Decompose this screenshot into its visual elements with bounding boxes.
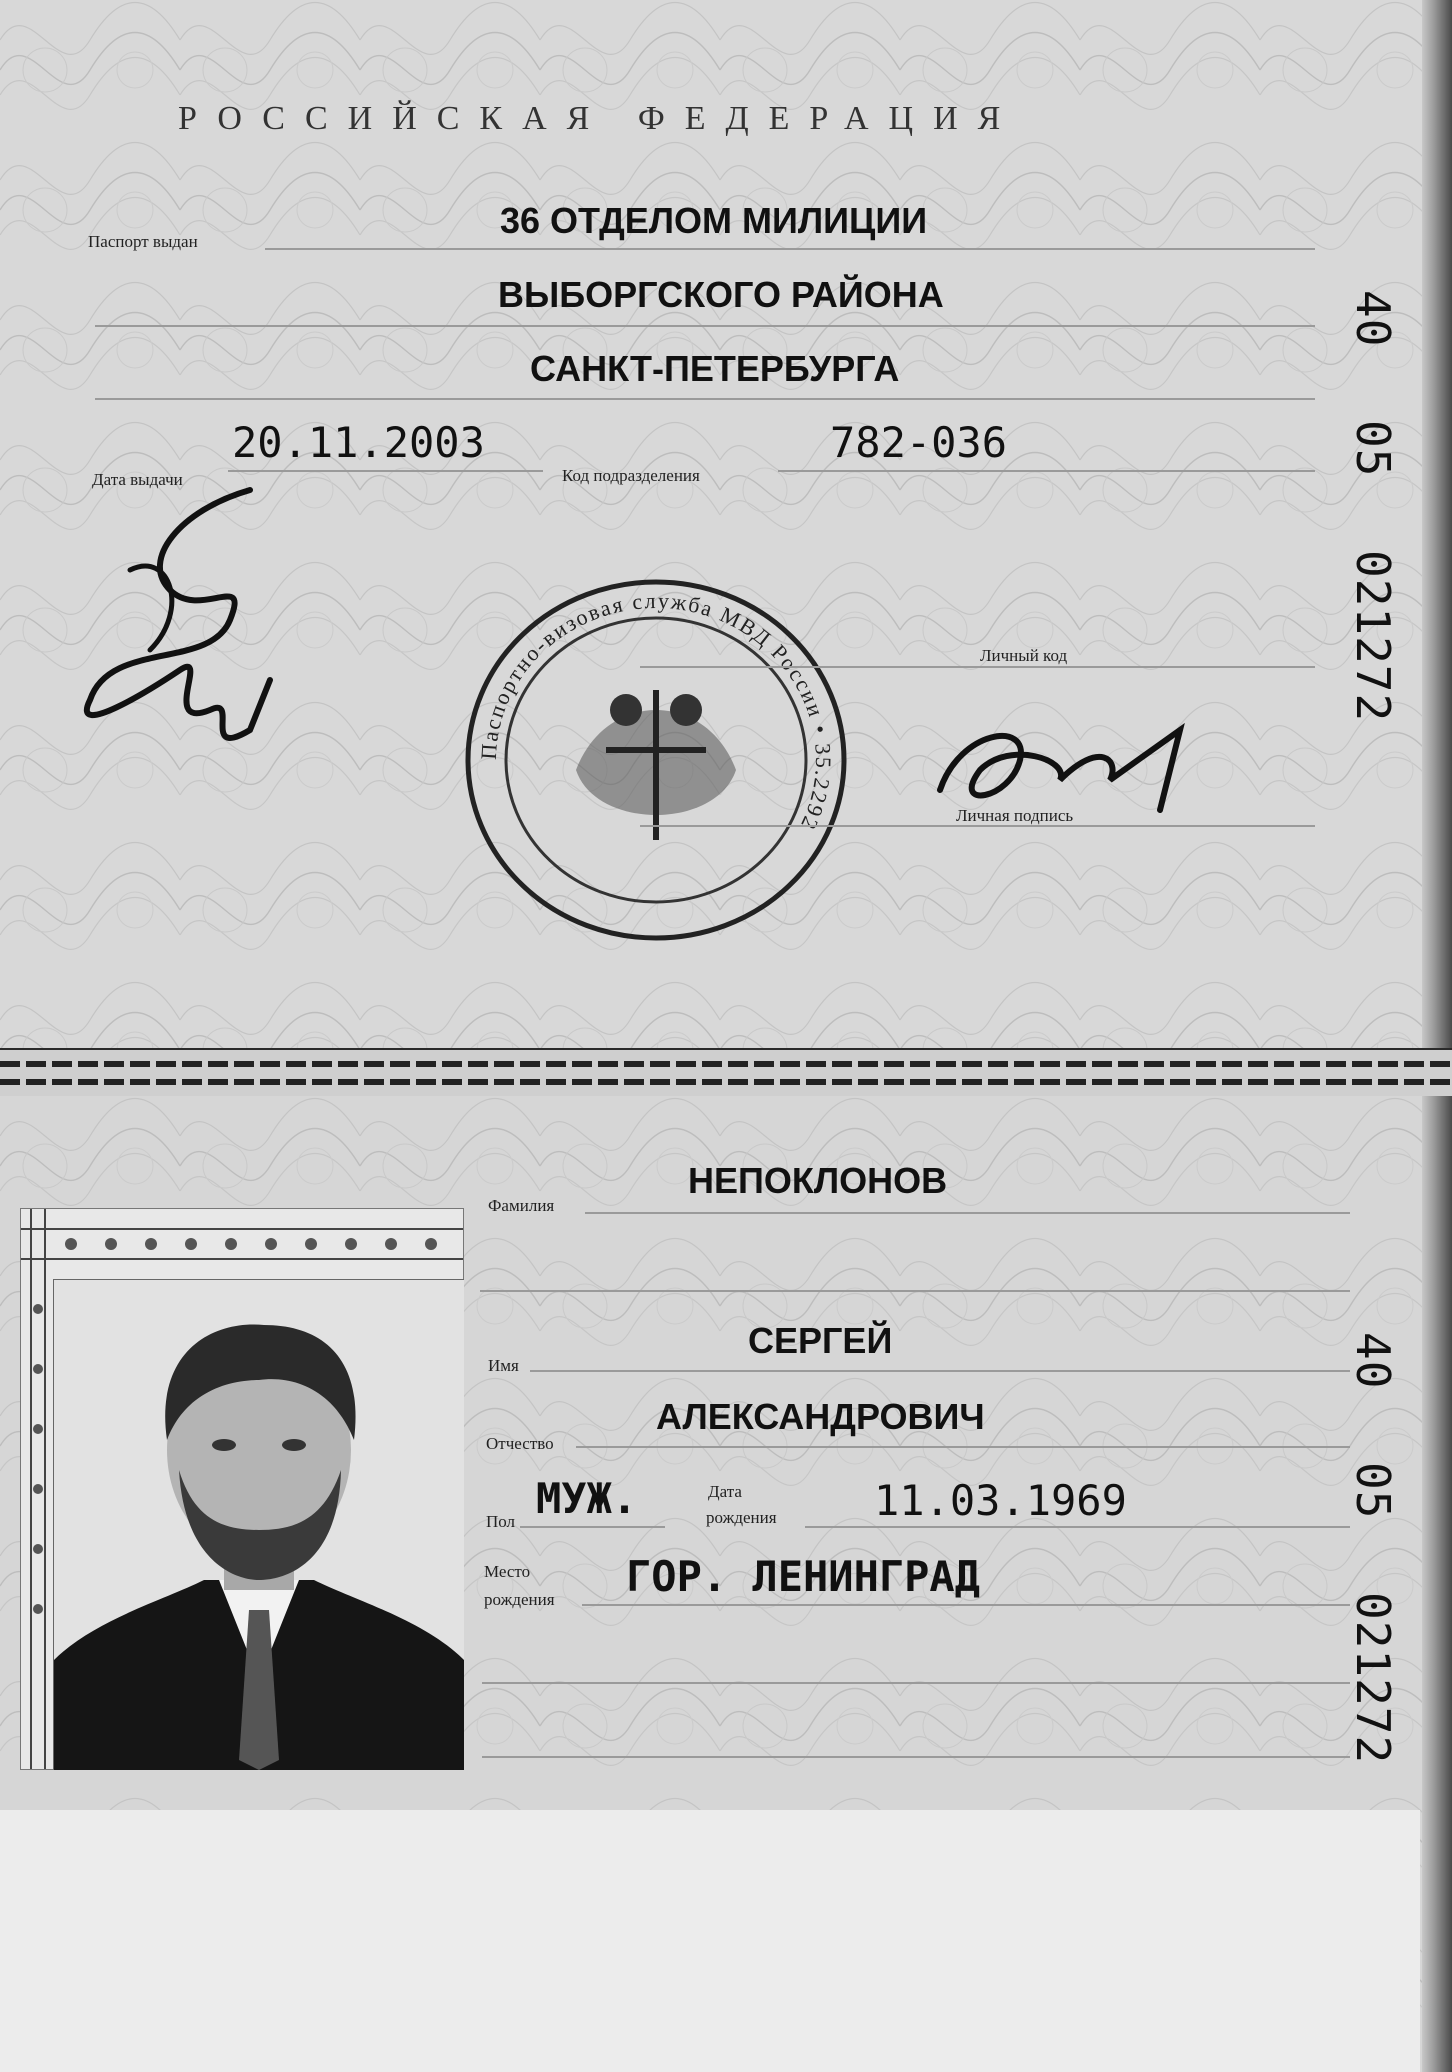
serial-region-top: 40: [1346, 290, 1400, 348]
serial-number-top: 021272: [1346, 550, 1400, 723]
division-code-rule: [778, 470, 1315, 472]
serial-number-bottom: 021272: [1346, 1592, 1400, 1765]
serial-year-top: 05: [1346, 420, 1400, 478]
sex-rule: [520, 1526, 665, 1528]
serial-region-bottom: 40: [1346, 1332, 1400, 1390]
birth-place-rule-2: [482, 1682, 1350, 1684]
issued-by-label: Паспорт выдан: [88, 232, 198, 251]
name-rule: [530, 1370, 1350, 1372]
issued-by-rule-2: [95, 325, 1315, 327]
birth-place-rule-3: [482, 1756, 1350, 1758]
birth-date-label-1: Дата: [708, 1482, 742, 1501]
birth-place-label-2: рождения: [484, 1590, 555, 1609]
personal-code-rule: [640, 666, 1315, 668]
issued-by-rule-3: [95, 398, 1315, 400]
surname-rule-2: [480, 1290, 1350, 1292]
surname-rule: [585, 1212, 1350, 1214]
division-code-value: 782-036: [830, 418, 1008, 467]
issued-by-line-3: САНКТ-ПЕТЕРБУРГА: [530, 348, 900, 389]
page-edge-shadow: [1422, 1096, 1452, 2072]
issued-by-line-1: 36 ОТДЕЛОМ МИЛИЦИИ: [500, 200, 928, 241]
birth-place-rule: [582, 1604, 1350, 1606]
birth-date-rule: [805, 1526, 1350, 1528]
patronymic-label: Отчество: [486, 1434, 554, 1453]
surname-value: НЕПОКЛОНОВ: [688, 1160, 948, 1201]
issue-date-value: 20.11.2003: [232, 418, 485, 467]
surname-label: Фамилия: [488, 1196, 555, 1215]
name-value: СЕРГЕЙ: [748, 1320, 893, 1361]
issue-date-label: Дата выдачи: [92, 470, 183, 489]
country-header: РОССИЙСКАЯ ФЕДЕРАЦИЯ: [178, 100, 1021, 137]
birth-place-label-1: Место: [484, 1562, 531, 1581]
official-signature-icon: [30, 470, 330, 770]
spine-stitching: [0, 1050, 1452, 1096]
birth-date-label-2: рождения: [706, 1508, 777, 1527]
patronymic-rule: [576, 1446, 1350, 1448]
portrait-icon: [54, 1280, 464, 1770]
sex-label: Пол: [486, 1512, 516, 1531]
personal-code-label: Личный код: [980, 646, 1068, 665]
blank-lower-strip: [0, 1810, 1420, 2072]
holder-photo-frame: [20, 1208, 464, 1770]
page-edge-shadow: [1422, 0, 1452, 1048]
serial-year-bottom: 05: [1346, 1462, 1400, 1520]
issued-by-line-2: ВЫБОРГСКОГО РАЙОНА: [498, 274, 944, 315]
holder-photo: [53, 1279, 464, 1770]
birth-place-value: ГОР. ЛЕНИНГРАД: [626, 1552, 981, 1601]
stamp-text: Паспортно-визовая служба МВД России • 35.2292: [475, 587, 837, 836]
name-label: Имя: [488, 1356, 519, 1375]
division-code-label: Код подразделения: [562, 466, 700, 485]
personal-signature-label: Личная подпись: [956, 806, 1074, 825]
birth-date-value: 11.03.1969: [874, 1476, 1127, 1525]
patronymic-value: АЛЕКСАНДРОВИЧ: [656, 1396, 985, 1437]
official-stamp-icon: [456, 570, 856, 950]
personal-signature-rule: [640, 825, 1315, 827]
issued-by-rule-1: [265, 248, 1315, 250]
sex-value: МУЖ.: [536, 1474, 638, 1523]
